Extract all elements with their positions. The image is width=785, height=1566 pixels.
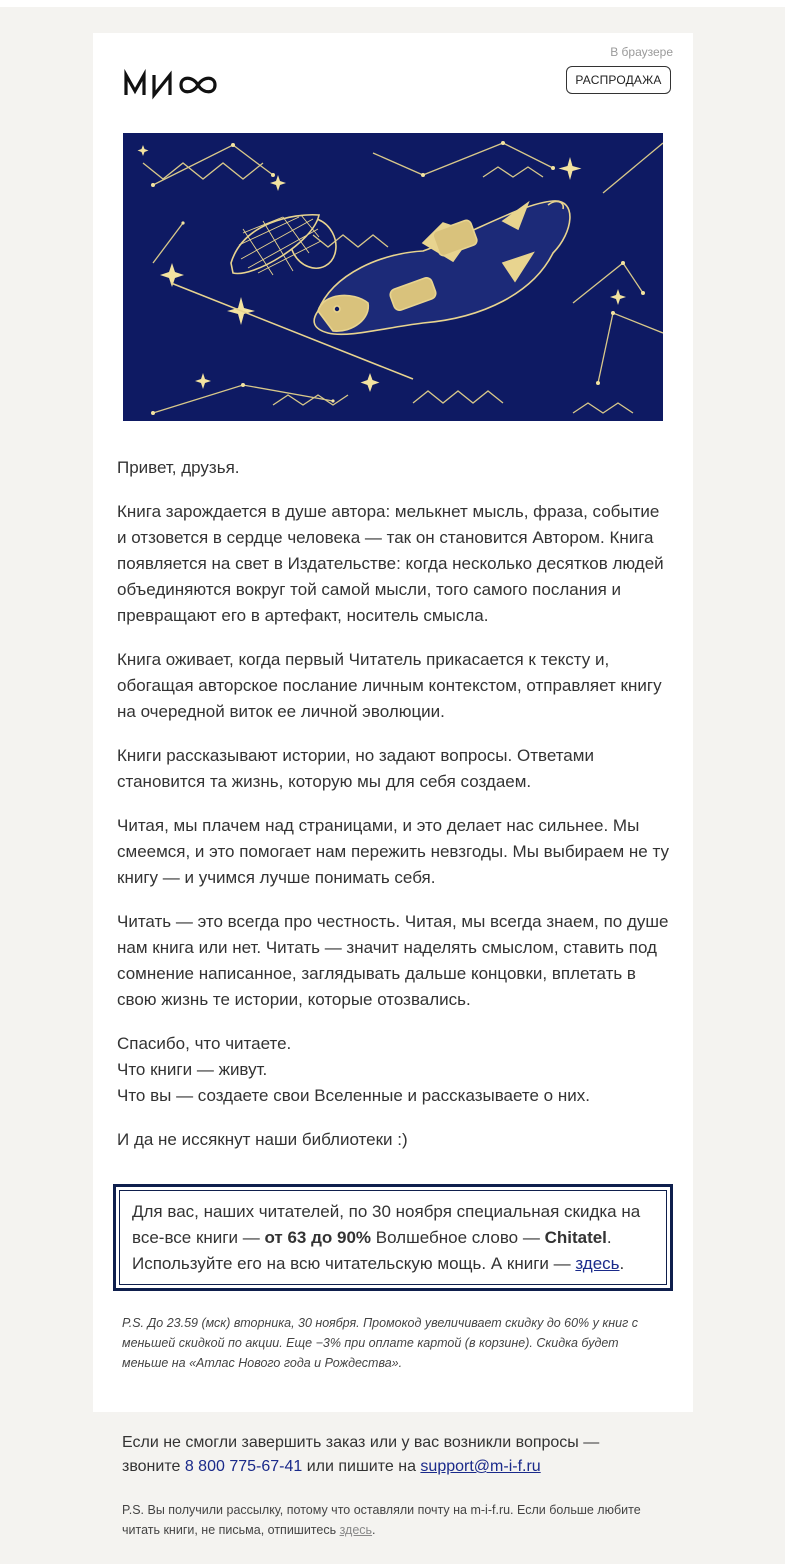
letter-closing: И да не иссякнут наши библиотеки :) <box>117 1130 408 1149</box>
promo-text-mid: Волшебное слово — <box>371 1228 545 1247</box>
unsubscribe-link[interactable]: здесь <box>339 1523 373 1537</box>
top-strip <box>0 0 785 7</box>
letter-paragraph: Книги рассказывают истории, но задают вопросы. Ответами становится та жизнь, которую мы для себя создаем. <box>117 746 594 791</box>
letter-paragraph: Читая, мы плачем над страницами, и это делает нас сильнее. Мы смеемся, и это помогает нам пережить невзгоды. Мы выбираем не ту книгу — и учимся лучше понимать себя. <box>117 816 669 887</box>
promo-text-mid2: . Используйте его на всю читательскую мощь. А книги — <box>132 1228 612 1273</box>
thanks-line: Что книги — живут. <box>117 1060 268 1079</box>
sale-button[interactable]: РАСПРОДАЖА <box>566 66 671 94</box>
promo-text-start: Для вас, наших читателей, по 30 ноября специальная скидка на все-все книги — <box>132 1202 641 1247</box>
hero-illustration[interactable] <box>123 133 663 421</box>
promo-box <box>113 1184 673 1291</box>
mif-logo[interactable] <box>123 67 223 101</box>
footer-contact-mid: или пишите на <box>302 1458 421 1475</box>
footer-contact <box>122 1431 642 1479</box>
footer-note-end: . <box>372 1523 376 1537</box>
promo-text <box>132 1199 652 1277</box>
letter-paragraph: Читать — это всегда про честность. Читая, мы всегда знаем, по душе нам книга или нет. Читать — значит наделять смыслом, ставить под сомнение написанное, заглядывать дальше концовки, вплетать в свою жизнь те истории, которые отозвались. <box>117 912 669 1009</box>
letter-paragraph: Книга оживает, когда первый Читатель прикасается к тексту и, обогащая авторское послание личным контекстом, отправляет книгу на очередной виток ее личной эволюции. <box>117 650 662 721</box>
footer-note <box>122 1500 682 1540</box>
letter-body <box>117 455 669 1171</box>
email-link[interactable]: support@m-i-f.ru <box>420 1458 541 1475</box>
greeting: Привет, друзья. <box>117 458 240 477</box>
thanks-line: Что вы — создаете свои Вселенные и рассказываете о них. <box>117 1086 590 1105</box>
promo-conditions: P.S. До 23.59 (мск) вторника, 30 ноября. Промокод увеличивает скидку до 60% у книг с меньшей скидкой по акции. Еще −3% при оплате картой (в корзине). Скидка будет меньше на «Атлас Нового года и Рождества». <box>122 1316 638 1370</box>
promo-text-end: . <box>619 1254 625 1273</box>
email-card <box>93 33 693 1412</box>
promo-discount: от 63 до 90% <box>264 1228 372 1247</box>
thanks-line: Спасибо, что читаете. <box>117 1034 292 1053</box>
phone-link[interactable]: 8 800 775-67-41 <box>184 1458 303 1475</box>
promo-code: Chitatel <box>544 1228 607 1247</box>
letter-paragraph: Книга зарождается в душе автора: мелькнет мысль, фраза, событие и отзовется в сердце человека — так он становится Автором. Книга появляется на свет в Издательстве: когда несколько десятков людей объединяются вокруг той самой мысли, того самого послания и превращают его в артефакт, носитель смысла. <box>117 502 664 625</box>
thanks-block <box>117 1031 669 1109</box>
promo-books-link[interactable]: здесь <box>575 1254 620 1273</box>
footer-note-text: P.S. Вы получили рассылку, потому что оставляли почту на m-i-f.ru. Если больше любите читать книги, не письма, отпишитесь <box>122 1503 641 1537</box>
view-in-browser-link[interactable]: В браузере <box>610 45 673 59</box>
footer-contact-text: Если не смогли завершить заказ или у вас возникли вопросы — звоните <box>122 1434 600 1475</box>
